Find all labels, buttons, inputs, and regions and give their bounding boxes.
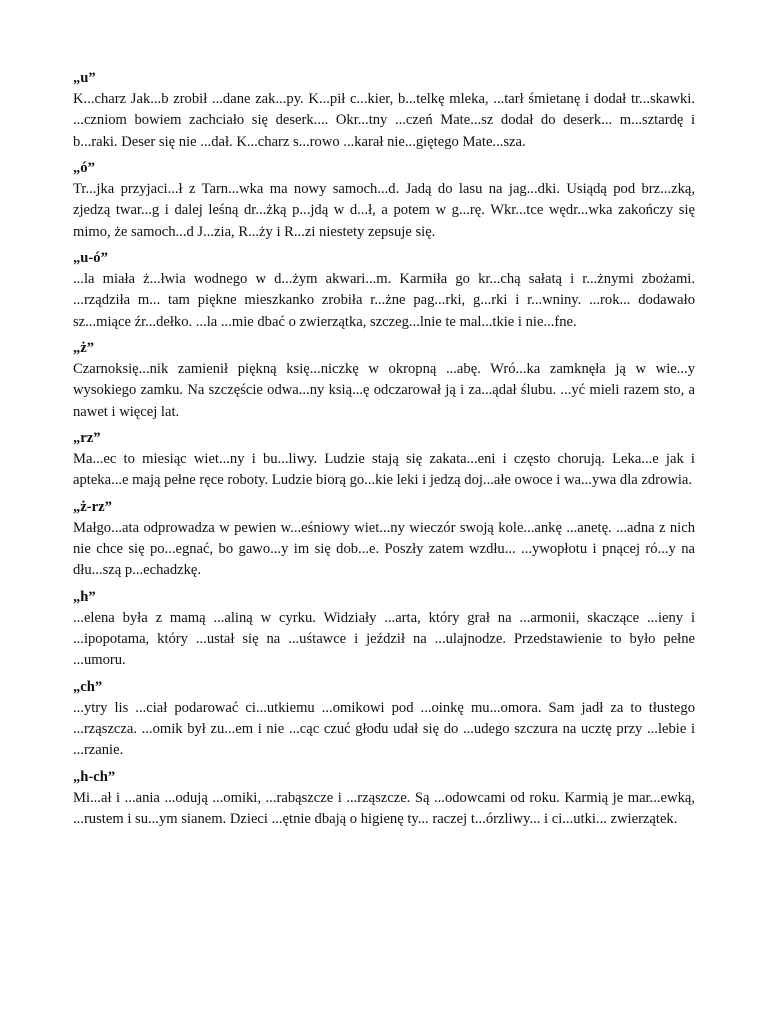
section-text: Mi...ał i ...ania ...odują ...omiki, ...rabąszcze i ...rząszcze. Są ...odowcami od roku. Karmią je mar...ewką, ...rustem i su...ym sianem. Dzieci ...ętnie dbają o higienę ty... raczej t...órzliwy... i ci...utki... zwierzątek. [73,790,695,828]
section-text: Czarnoksię...nik zamienił piękną księ...niczkę w okropną ...abę. Wró...ka zamknęła ją w wie...y wysokiego zamku. Na szczęście odwa...ny ksią...ę odczarował ją i za...ądał ślubu. ...yć mieli razem sto, a nawet i więcej lat. [73,361,695,420]
section-u-o [73,248,695,333]
section-h-ch [73,767,695,831]
section-text: Ma...ec to miesiąc wiet...ny i bu...liwy. Ludzie stają się zakata...eni i często chorują. Leka...e jak i apteka...e mają pełne ręce roboty. Ludzie biorą go...kie leki i jedzą doj...ałe owoce i wa...ywa dla zdrowia. [73,451,695,489]
section-text: Małgo...ata odprowadza w pewien w...eśniowy wiet...ny wieczór swoją kole...ankę ...anetę. ...adna z nich nie chce się po...egnać, bo gawo...y im się dob...e. Poszły zatem wzdłu... ...ywopłotu i pnącej ró...y na dłu...szą p...echadzkę. [73,520,695,579]
section-text: ...la miała ż...łwia wodnego w d...żym akwari...m. Karmiła go kr...chą sałatą i r...żnymi zbożami. ...rządziła m... tam piękne mieszkanko zrobiła r...żne pag...rki, g...rki i r...wniny. ...rok... dodawało sz...miące źr...dełko. ...la ...mie dbać o zwierzątka, szczeg...lnie te mal...tkie i nie...fne. [73,271,695,330]
section-heading: „h-ch” [73,768,116,785]
section-h [73,587,695,672]
section-heading: „u-ó” [73,250,108,266]
section-o-kreskowane [73,158,695,243]
section-heading: „ż-rz” [73,498,112,515]
section-text: ...elena była z mamą ...aliną w cyrku. Widziały ...arta, który grał na ...armonii, skaczące ...ieny i ...ipopotama, który ...ustał się na ...uśtawce i jeździł na ...ulajnodze. Przedstawienie to było pełne ...umoru. [73,610,695,669]
section-heading: „u” [73,70,96,86]
section-heading: „ch” [73,678,103,695]
section-text: Tr...jka przyjaci...ł z Tarn...wka ma nowy samoch...d. Jadą do lasu na jag...dki. Usiądą pod brz...zką, zjedzą twar...g i dalej leśną dr...żką p...jdą w d...ł, a potem w g...rę. Wkr...tce wędr...wka zakończy się mimo, że samoch...d J...zia, R...ży i R...zi niestety zepsuje się. [73,181,695,240]
section-z-rz [73,497,695,582]
section-rz [73,428,695,492]
section-u [73,68,695,153]
section-heading: „ó” [73,160,95,176]
section-heading: „rz” [73,430,101,446]
section-heading: „ż” [73,340,95,356]
section-text: ...ytry lis ...ciał podarować ci...utkiemu ...omikowi pod ...oinkę mu...omora. Sam jadł za to tłustego ...rząszcza. ...omik był zu...em i nie ...cąc czuć głodu udał się do ...udego szczura na ucztę przy ...lebie i ...rzanie. [73,700,695,759]
section-ch [73,677,695,762]
section-text: K...charz Jak...b zrobił ...dane zak...py. K...pił c...kier, b...telkę mleka, ...tarł śmietanę i dodał tr...skawki. ...czniom bowiem zachciało się deserk.... Okr...tny ...czeń Mate...sz dodał do deserk... m...sztardę i b...raki. Deser się nie ...dał. K...charz s...rowo ...karał nie...giętego Mate...sza. [73,91,695,150]
section-heading: „h” [73,588,96,605]
section-z-kropka [73,338,695,423]
worksheet-page [73,68,695,836]
